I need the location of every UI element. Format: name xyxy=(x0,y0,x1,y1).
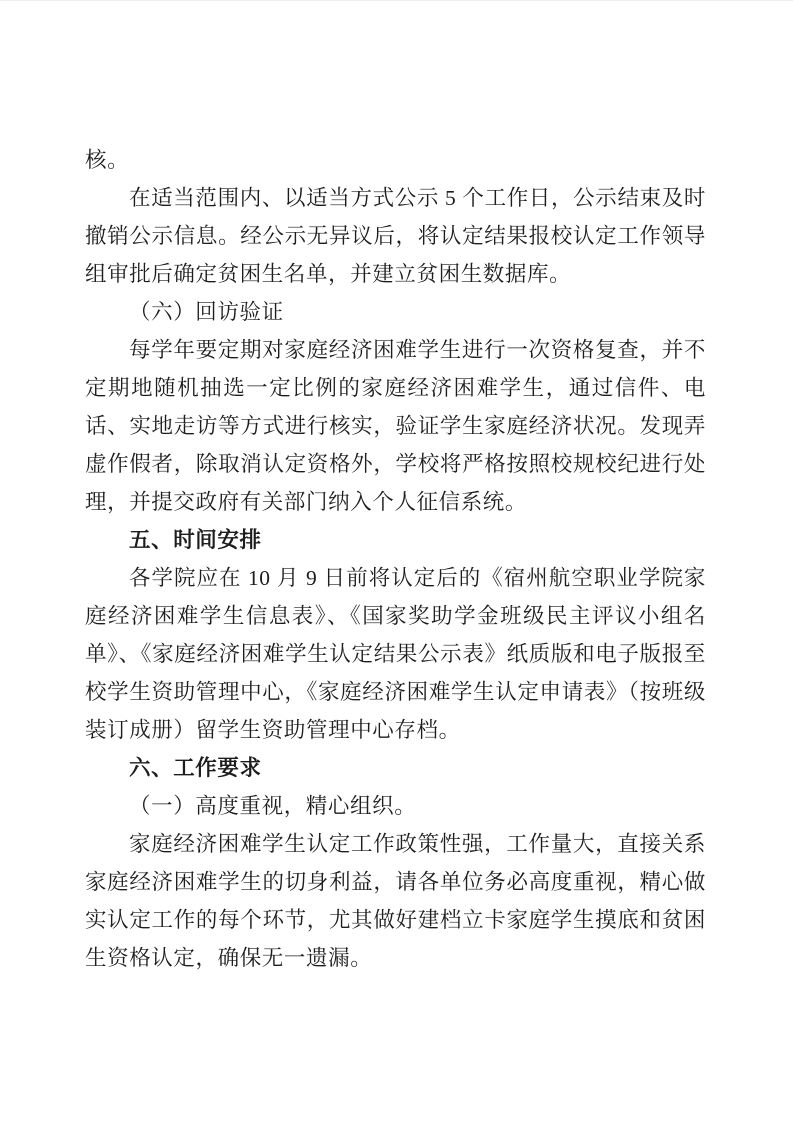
document-body xyxy=(85,141,706,977)
subsection-heading-huifang-yanzheng: （六）回访验证 xyxy=(129,300,284,324)
paragraph: 在适当范围内、以适当方式公示 5 个工作日，公示结束及时撤销公示信息。经公示无异议后，将认定结果报校认定工作领导组审批后确定贫困生名单，并建立贫困生数据库。 xyxy=(85,186,706,286)
paragraph: 每学年要定期对家庭经济困难学生进行一次资格复查，并不定期地随机抽选一定比例的家庭经济困难学生，通过信件、电话、实地走访等方式进行核实，验证学生家庭经济状况。发现弄虚作假者，除取消认定资格外，学校将严格按照校规校纪进行处理，并提交政府有关部门纳入个人征信系统。 xyxy=(85,338,706,514)
subsection-heading-gaodu-zhongshi: （一）高度重视，精心组织。 xyxy=(129,794,417,818)
paragraph-continuation: 核。 xyxy=(85,148,130,172)
section-heading-gongzuo-yaoqiu: 六、工作要求 xyxy=(129,756,262,780)
paragraph: 各学院应在 10 月 9 日前将认定后的《宿州航空职业学院家庭经济困难学生信息表》、《国家奖助学金班级民主评议小组名单》、《家庭经济困难学生认定结果公示表》纸质版和电子版报至校学生资助管理中心，《家庭经济困难学生认定申请表》（按班级装订成册）留学生资助管理中心存档。 xyxy=(85,566,706,742)
paragraph: 家庭经济困难学生认定工作政策性强，工作量大，直接关系家庭经济困难学生的切身利益，请各单位务必高度重视，精心做实认定工作的每个环节，尤其做好建档立卡家庭学生摸底和贫困生资格认定，确保无一遗漏。 xyxy=(85,832,706,970)
section-heading-shijian-anpai: 五、时间安排 xyxy=(129,528,262,552)
